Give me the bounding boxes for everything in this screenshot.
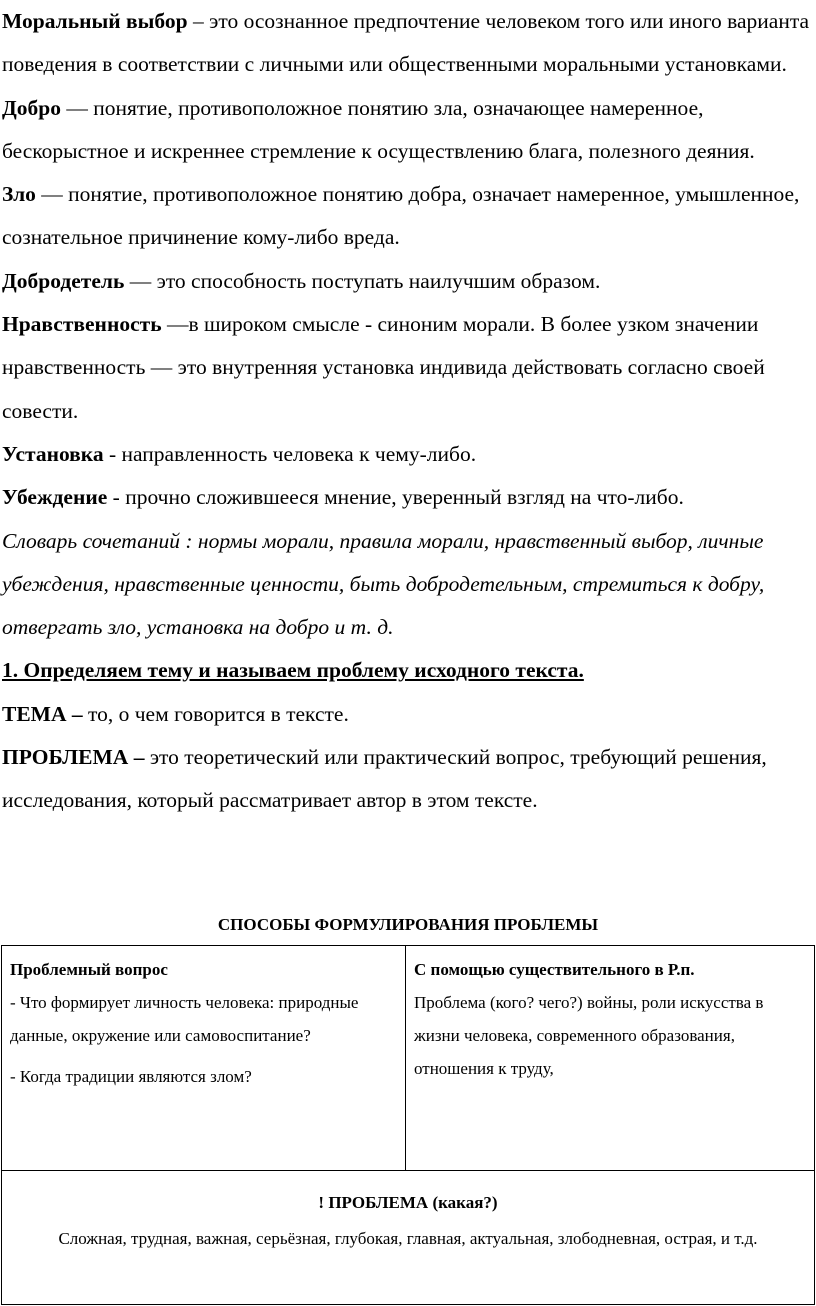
left-item-1: - Что формирует личность человека: природные данные, окружение или самовоспитание? bbox=[10, 993, 359, 1045]
term-virtue: Добродетель bbox=[2, 268, 125, 293]
theme-text: то, о чем говорится в тексте. bbox=[82, 701, 349, 726]
table-cell-noun bbox=[406, 946, 814, 1170]
definition-text: — понятие, противоположное понятию зла, означающее намеренное, бескорыстное и искреннее стремление к осуществлению блага, полезного деяния. bbox=[2, 95, 755, 163]
problem-definition bbox=[2, 736, 814, 823]
definition-text: - прочно сложившееся мнение, уверенный взгляд на что-либо. bbox=[107, 485, 684, 510]
table-row-bottom bbox=[2, 1171, 814, 1305]
section-heading: 1. Определяем тему и называем проблему исходного текста. bbox=[2, 658, 584, 683]
definition-text: —в широком смысле - синоним морали. В более узком значении нравственность — это внутренняя установка индивида действовать согласно своей совести. bbox=[2, 312, 765, 423]
definition-attitude bbox=[2, 433, 814, 476]
definition-text: - направленность человека к чему-либо. bbox=[103, 441, 477, 466]
left-item-2: - Когда традиции являются злом? bbox=[10, 1067, 252, 1086]
right-text: Проблема (кого? чего?) войны, роли искусства в жизни человека, современного образования, отношения к труду, bbox=[414, 993, 764, 1078]
bottom-header: ! ПРОБЛЕМА (какая?) bbox=[318, 1193, 498, 1212]
definition-evil bbox=[2, 173, 814, 260]
term-attitude: Установка bbox=[2, 441, 104, 466]
term-good: Добро bbox=[2, 95, 61, 120]
definition-belief bbox=[2, 476, 814, 519]
definition-text: — понятие, противоположное понятию добра, означает намеренное, умышленное, сознательное причинение кому-либо вреда. bbox=[2, 182, 800, 250]
problem-label: ПРОБЛЕМА – bbox=[2, 745, 145, 770]
definition-text: – это осознанное предпочтение человеком того или иного варианта поведения в соответствии с личными или общественными моральными установками. bbox=[2, 9, 810, 77]
problem-methods-table bbox=[1, 945, 815, 1305]
theme-label: ТЕМА – bbox=[2, 701, 83, 726]
term-moral-choice: Моральный выбор bbox=[2, 9, 188, 33]
collocations-dictionary: Словарь сочетаний : нормы морали, правила морали, нравственный выбор, личные убеждения, нравственные ценности, быть добродетельным, стремиться к добру, отвергать зло, установка на добро и т. д. bbox=[2, 528, 765, 640]
definition-morality bbox=[2, 303, 814, 433]
theme-definition bbox=[2, 693, 814, 736]
definitions-block bbox=[2, 0, 814, 823]
definition-good bbox=[2, 87, 814, 174]
table-cell-question bbox=[2, 946, 406, 1170]
term-morality: Нравственность bbox=[2, 312, 162, 337]
term-belief: Убеждение bbox=[2, 485, 108, 510]
definition-text: — это способность поступать наилучшим образом. bbox=[124, 268, 601, 293]
term-evil: Зло bbox=[2, 182, 36, 207]
left-header: Проблемный вопрос bbox=[10, 960, 168, 979]
definition-virtue bbox=[2, 260, 814, 303]
right-header: С помощью существительного в Р.п. bbox=[414, 960, 695, 979]
bottom-text: Сложная, трудная, важная, серьёзная, глубокая, главная, актуальная, злободневная, острая, и т.д. bbox=[58, 1229, 758, 1248]
table-row bbox=[2, 946, 814, 1171]
table-title: СПОСОБЫ ФОРМУЛИРОВАНИЯ ПРОБЛЕМЫ bbox=[217, 915, 599, 934]
definition-moral-choice bbox=[2, 0, 814, 87]
problem-text: это теоретический или практический вопрос, требующий решения, исследования, который рассматривает автор в этом тексте. bbox=[2, 745, 767, 813]
